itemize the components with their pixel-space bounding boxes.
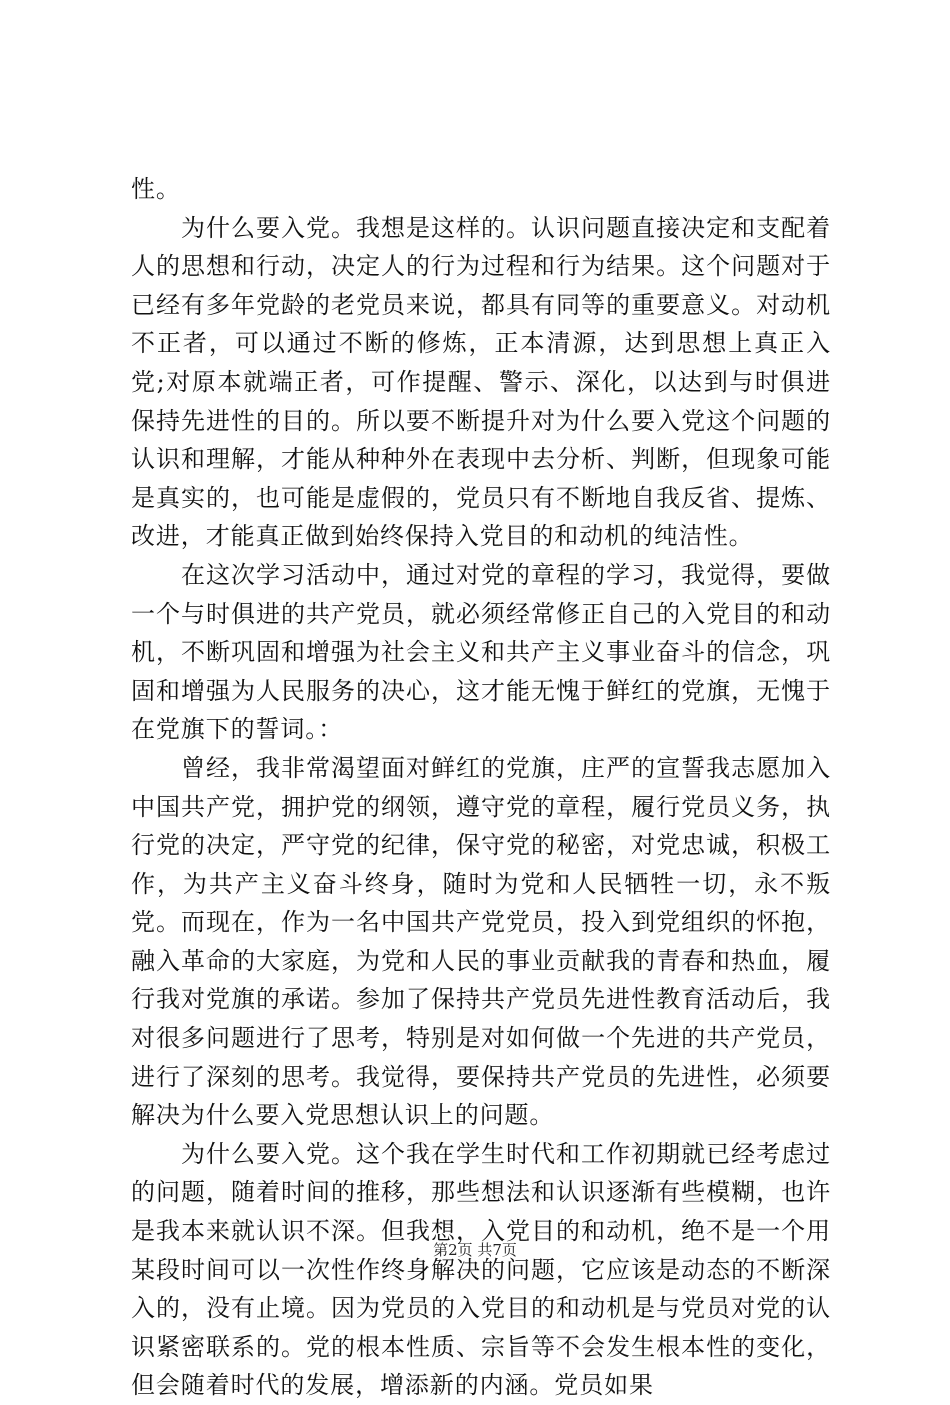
- paragraph: 为什么要入党。我想是这样的。认识问题直接决定和支配着人的思想和行动，决定人的行为过程和行为结果。这个问题对于已经有多年党龄的老党员来说，都具有同等的重要意义。对动机不正者，可以通过不断的修炼，正本清源，达到思想上真正入党;对原本就端正者，可作提醒、警示、深化，以达到与时俱进保持先进性的目的。所以要不断提升对为什么要入党这个问题的认识和理解，才能从种种外在表现中去分析、判断，但现象可能是真实的，也可能是虚假的，党员只有不断地自我反省、提炼、改进，才能真正做到始终保持入党目的和动机的纯洁性。: [131, 213, 831, 551]
- paragraph: 为什么要入党。这个我在学生时代和工作初期就已经考虑过的问题，随着时间的推移，那些想法和认识逐渐有些模糊，也许是我本来就认识不深。但我想，入党目的和动机，绝不是一个用某段时间可以一次性作终身解决的问题，它应该是动态的不断深入的，没有止境。因为党员的入党目的和动机是与党员对党的认识紧密联系的。党的根本性质、宗旨等不会发生根本性的变化，但会随着时代的发展，增添新的内涵。党员如果: [131, 1139, 831, 1400]
- page-footer: [0, 1240, 950, 1260]
- paragraph-continuation: 性。: [131, 175, 181, 203]
- paragraph: 在这次学习活动中，通过对党的章程的学习，我觉得，要做一个与时俱进的共产党员，就必须经常修正自己的入党目的和动机，不断巩固和增强为社会主义和共产主义事业奋斗的信念，巩固和增强为人民服务的决心，这才能无愧于鲜红的党旗，无愧于在党旗下的誓词。：: [131, 560, 831, 744]
- body-text: [131, 170, 831, 1405]
- page-number: 第2页 共7页: [433, 1241, 517, 1259]
- paragraph: 曾经，我非常渴望面对鲜红的党旗，庄严的宣誓我志愿加入中国共产党，拥护党的纲领，遵守党的章程，履行党员义务，执行党的决定，严守党的纪律，保守党的秘密，对党忠诚，积极工作，为共产主义奋斗终身，随时为党和人民牺牲一切，永不叛党。而现在，作为一名中国共产党党员，投入到党组织的怀抱，融入革命的大家庭，为党和人民的事业贡献我的青春和热血，履行我对党旗的承诺。参加了保持共产党员先进性教育活动后，我对很多问题进行了思考，特别是对如何做一个先进的共产党员，进行了深刻的思考。我觉得，要保持共产党员的先进性，必须要解决为什么要入党思想认识上的问题。: [131, 753, 831, 1130]
